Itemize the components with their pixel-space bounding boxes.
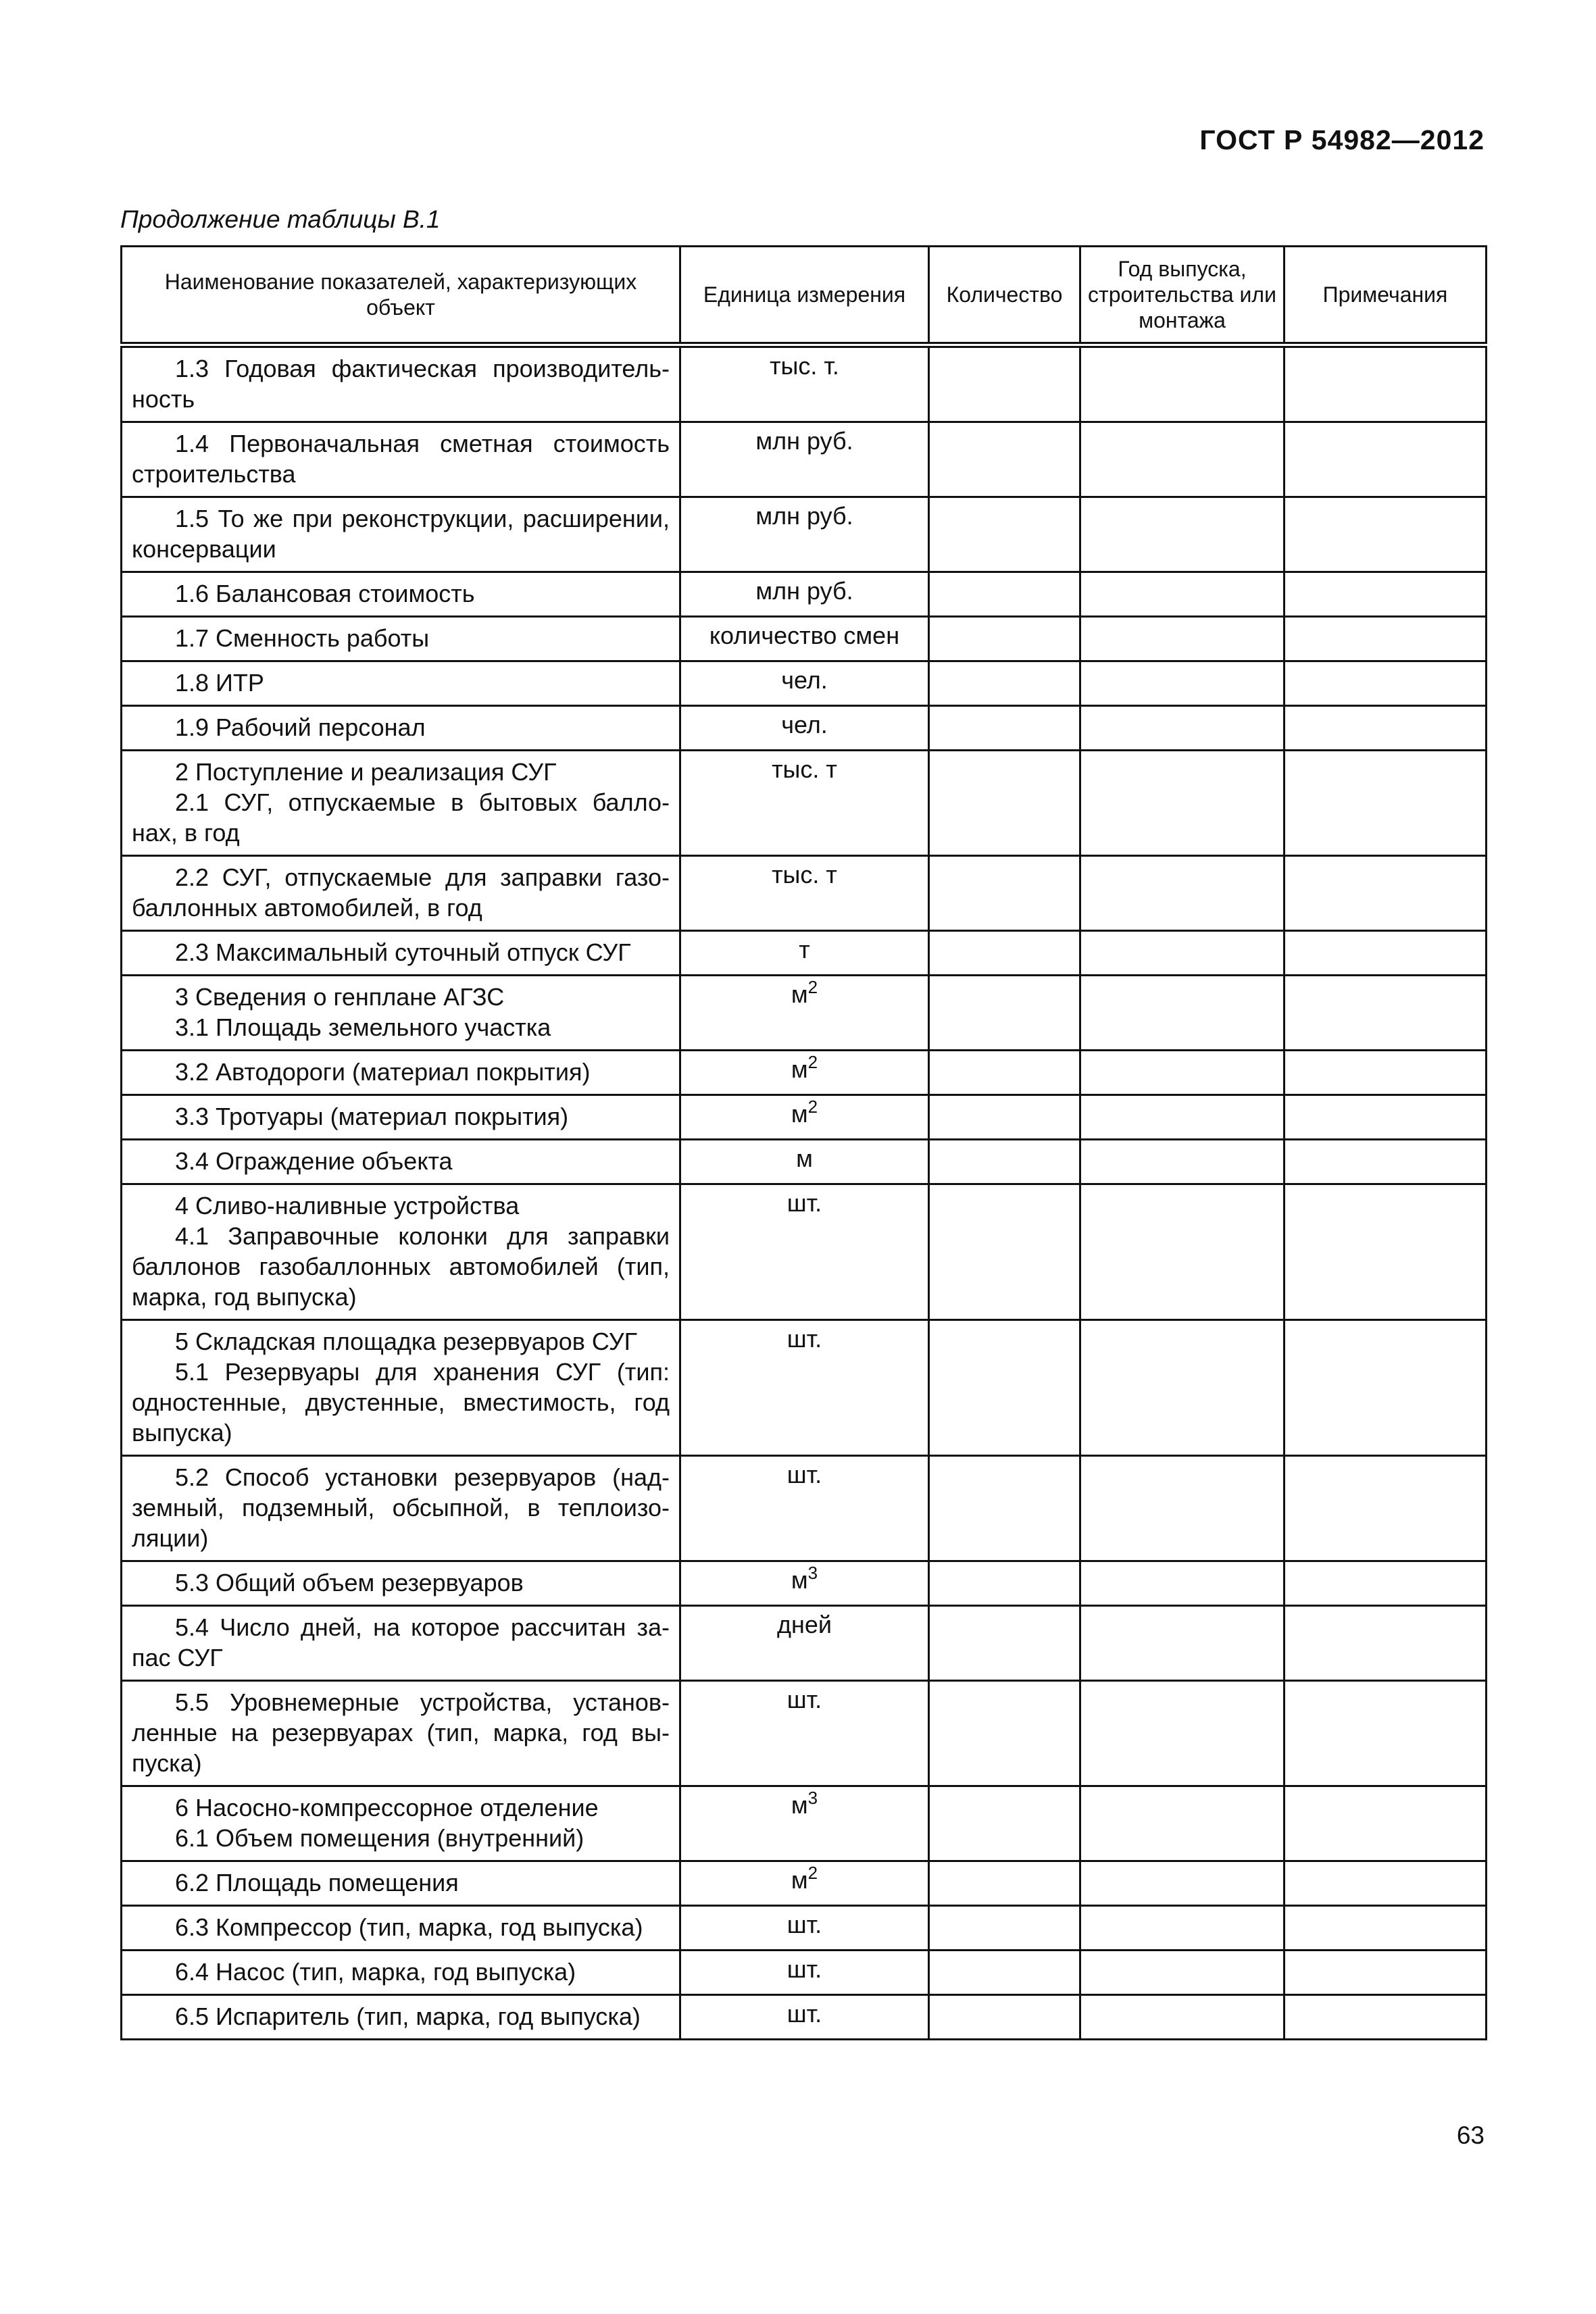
quantity-cell <box>929 706 1080 751</box>
indicator-name-line: 6.3 Компрессор (тип, марка, год выпуска) <box>175 1913 643 1941</box>
unit-cell <box>680 931 929 976</box>
unit-exponent: 2 <box>807 1052 818 1072</box>
quantity-cell <box>929 1456 1080 1561</box>
quantity-cell <box>929 1606 1080 1681</box>
table-row <box>122 345 1487 422</box>
table-row <box>122 1051 1487 1095</box>
notes-cell <box>1285 856 1487 931</box>
indicator-name-line: 4 Сливо-наливные устройства <box>175 1192 520 1219</box>
quantity-cell <box>929 572 1080 617</box>
unit-cell <box>680 1456 929 1561</box>
indicator-name-line: 4.1 Заправочные колонки для заправки баллонов газобаллонных автомобилей (тип, марка, год выпуска) <box>132 1222 670 1311</box>
column-header-name: Наименование показателей, характеризующих объект <box>122 247 680 345</box>
quantity-cell <box>929 345 1080 422</box>
notes-cell <box>1285 1140 1487 1184</box>
table-row <box>122 1786 1487 1861</box>
year-cell <box>1080 1861 1285 1906</box>
unit-text: шт. <box>787 1461 822 1488</box>
indicator-name-cell <box>122 856 680 931</box>
quantity-cell <box>929 1786 1080 1861</box>
indicator-name-line: 2 Поступление и реализация СУГ <box>175 758 557 786</box>
table-row <box>122 1951 1487 1995</box>
notes-cell <box>1285 1951 1487 1995</box>
quantity-cell <box>929 976 1080 1051</box>
year-cell <box>1080 856 1285 931</box>
unit-exponent: 3 <box>807 1563 818 1583</box>
unit-text: чел. <box>781 666 828 694</box>
indicator-name-cell <box>122 617 680 661</box>
year-cell <box>1080 751 1285 856</box>
quantity-cell <box>929 1681 1080 1786</box>
table-caption: Продолжение таблицы В.1 <box>120 205 441 233</box>
unit-text: шт. <box>787 1911 822 1938</box>
unit-text: м <box>791 980 808 1008</box>
quantity-cell <box>929 931 1080 976</box>
table-row <box>122 617 1487 661</box>
year-cell <box>1080 1561 1285 1606</box>
table-row <box>122 931 1487 976</box>
indicator-name-cell <box>122 1051 680 1095</box>
indicator-name-line: 1.3 Годовая фактическая производитель-ность <box>132 355 670 413</box>
unit-text: шт. <box>787 1189 822 1217</box>
quantity-cell <box>929 1051 1080 1095</box>
unit-text: шт. <box>787 1686 822 1713</box>
notes-cell <box>1285 661 1487 706</box>
table-header-row <box>122 247 1487 345</box>
year-cell <box>1080 1140 1285 1184</box>
indicator-name-cell <box>122 422 680 497</box>
table-row <box>122 572 1487 617</box>
indicator-name-line: 2.3 Максимальный суточный отпуск СУГ <box>175 938 631 966</box>
indicator-name-cell <box>122 976 680 1051</box>
unit-text: шт. <box>787 1325 822 1353</box>
indicator-name-line: 6.2 Площадь помещения <box>175 1869 459 1896</box>
unit-cell <box>680 1786 929 1861</box>
notes-cell <box>1285 931 1487 976</box>
indicator-name-cell <box>122 1320 680 1456</box>
notes-cell <box>1285 976 1487 1051</box>
table-row <box>122 661 1487 706</box>
indicator-name-line: 3 Сведения о генплане АГЗС <box>175 983 505 1011</box>
unit-cell <box>680 661 929 706</box>
notes-cell <box>1285 706 1487 751</box>
indicator-name-line: 1.4 Первоначальная сметная стоимость строительства <box>132 430 670 488</box>
quantity-cell <box>929 1561 1080 1606</box>
year-cell <box>1080 706 1285 751</box>
indicator-name-line: 6.1 Объем помещения (внутренний) <box>175 1824 584 1852</box>
quantity-cell <box>929 1861 1080 1906</box>
unit-text: тыс. т. <box>770 352 839 380</box>
indicator-name-cell <box>122 1786 680 1861</box>
quantity-cell <box>929 1184 1080 1320</box>
notes-cell <box>1285 1906 1487 1951</box>
table-row <box>122 1906 1487 1951</box>
unit-cell <box>680 1095 929 1140</box>
quantity-cell <box>929 1906 1080 1951</box>
table-row <box>122 856 1487 931</box>
indicator-name-line: 5.1 Резервуары для хранения СУГ (тип: одностенные, двустенные, вместимость, год выпуска) <box>132 1358 670 1447</box>
unit-text: дней <box>776 1611 832 1638</box>
unit-text: м <box>791 1100 808 1128</box>
unit-text: м <box>791 1791 808 1819</box>
unit-cell <box>680 422 929 497</box>
notes-cell <box>1285 1456 1487 1561</box>
quantity-cell <box>929 1951 1080 1995</box>
table-row <box>122 706 1487 751</box>
unit-cell <box>680 1861 929 1906</box>
quantity-cell <box>929 751 1080 856</box>
unit-cell <box>680 1995 929 2040</box>
unit-cell <box>680 976 929 1051</box>
notes-cell <box>1285 1786 1487 1861</box>
table-row <box>122 497 1487 572</box>
indicator-name-cell <box>122 931 680 976</box>
unit-text: тыс. т <box>772 755 837 783</box>
year-cell <box>1080 345 1285 422</box>
unit-cell <box>680 345 929 422</box>
year-cell <box>1080 1995 1285 2040</box>
notes-cell <box>1285 617 1487 661</box>
unit-cell <box>680 856 929 931</box>
year-cell <box>1080 1051 1285 1095</box>
notes-cell <box>1285 1995 1487 2040</box>
table-row <box>122 1561 1487 1606</box>
indicator-name-cell <box>122 572 680 617</box>
unit-text: т <box>799 936 810 963</box>
table-row <box>122 1095 1487 1140</box>
quantity-cell <box>929 1140 1080 1184</box>
indicator-name-line: 6.5 Испаритель (тип, марка, год выпуска) <box>175 2003 641 2030</box>
indicator-name-cell <box>122 1906 680 1951</box>
unit-cell <box>680 1320 929 1456</box>
table-row <box>122 1861 1487 1906</box>
indicator-name-cell <box>122 497 680 572</box>
indicator-name-cell <box>122 1995 680 2040</box>
unit-text: м <box>791 1566 808 1594</box>
indicator-name-line: 1.7 Сменность работы <box>175 624 430 652</box>
indicator-name-line: 3.3 Тротуары (материал покрытия) <box>175 1103 569 1130</box>
year-cell <box>1080 422 1285 497</box>
year-cell <box>1080 1606 1285 1681</box>
unit-exponent: 2 <box>807 977 818 997</box>
indicator-name-line: 3.2 Автодороги (материал покрытия) <box>175 1058 591 1086</box>
notes-cell <box>1285 751 1487 856</box>
unit-cell <box>680 1051 929 1095</box>
unit-cell <box>680 617 929 661</box>
table-row <box>122 751 1487 856</box>
indicator-name-cell <box>122 1140 680 1184</box>
indicator-name-cell <box>122 1095 680 1140</box>
unit-exponent: 3 <box>807 1788 818 1808</box>
quantity-cell <box>929 617 1080 661</box>
year-cell <box>1080 1456 1285 1561</box>
unit-exponent: 2 <box>807 1097 818 1117</box>
indicator-name-cell <box>122 751 680 856</box>
indicator-name-line: 5.3 Общий объем резервуаров <box>175 1569 524 1596</box>
indicator-name-line: 1.5 То же при реконструкции, расширении, консервации <box>132 505 670 563</box>
unit-text: м <box>791 1055 808 1083</box>
year-cell <box>1080 1320 1285 1456</box>
quantity-cell <box>929 497 1080 572</box>
indicator-name-cell <box>122 661 680 706</box>
indicator-name-cell <box>122 1951 680 1995</box>
indicator-name-cell <box>122 1681 680 1786</box>
unit-cell <box>680 1951 929 1995</box>
column-header-notes: Примечания <box>1285 247 1487 345</box>
indicator-name-line: 5.5 Уровнемерные устройства, установ-ленные на резервуарах (тип, марка, год вы-пуска) <box>132 1688 670 1777</box>
indicator-name-line: 3.1 Площадь земельного участка <box>175 1013 551 1041</box>
indicator-name-line: 6.4 Насос (тип, марка, год выпуска) <box>175 1958 576 1986</box>
indicator-name-cell <box>122 1861 680 1906</box>
unit-exponent: 2 <box>807 1863 818 1883</box>
table-row <box>122 1995 1487 2040</box>
notes-cell <box>1285 1606 1487 1681</box>
quantity-cell <box>929 1995 1080 2040</box>
notes-cell <box>1285 345 1487 422</box>
indicator-name-line: 6 Насосно-компрессорное отделение <box>175 1794 599 1821</box>
table-row <box>122 1681 1487 1786</box>
table-row <box>122 976 1487 1051</box>
year-cell <box>1080 976 1285 1051</box>
indicator-name-line: 2.1 СУГ, отпускаемые в бытовых балло-нах, в год <box>132 788 670 847</box>
indicator-name-line: 1.8 ИТР <box>175 669 264 697</box>
unit-text: чел. <box>781 711 828 738</box>
year-cell <box>1080 497 1285 572</box>
notes-cell <box>1285 497 1487 572</box>
year-cell <box>1080 1184 1285 1320</box>
notes-cell <box>1285 1320 1487 1456</box>
indicator-name-cell <box>122 1184 680 1320</box>
year-cell <box>1080 1681 1285 1786</box>
unit-cell <box>680 497 929 572</box>
unit-cell <box>680 572 929 617</box>
indicator-name-line: 1.6 Балансовая стоимость <box>175 580 475 607</box>
notes-cell <box>1285 1051 1487 1095</box>
notes-cell <box>1285 1095 1487 1140</box>
indicator-name-line: 2.2 СУГ, отпускаемые для заправки газо-баллонных автомобилей, в год <box>132 863 670 922</box>
page-number: 63 <box>1456 2121 1485 2149</box>
document-code: ГОСТ Р 54982—2012 <box>1199 124 1485 155</box>
year-cell <box>1080 572 1285 617</box>
year-cell <box>1080 1786 1285 1861</box>
indicator-name-line: 1.9 Рабочий персонал <box>175 713 426 741</box>
indicator-name-line: 5.4 Число дней, на которое рассчитан за-пас СУГ <box>132 1613 670 1671</box>
indicator-name-cell <box>122 706 680 751</box>
indicator-name-cell <box>122 1561 680 1606</box>
notes-cell <box>1285 1681 1487 1786</box>
unit-cell <box>680 706 929 751</box>
unit-cell <box>680 1906 929 1951</box>
column-header-year: Год выпуска, строительства или монтажа <box>1080 247 1285 345</box>
indicator-name-cell <box>122 345 680 422</box>
table-row <box>122 1606 1487 1681</box>
unit-cell <box>680 1681 929 1786</box>
quantity-cell <box>929 1320 1080 1456</box>
unit-cell <box>680 751 929 856</box>
indicators-table <box>120 245 1487 2040</box>
notes-cell <box>1285 572 1487 617</box>
year-cell <box>1080 1951 1285 1995</box>
notes-cell <box>1285 1861 1487 1906</box>
unit-cell <box>680 1606 929 1681</box>
year-cell <box>1080 1095 1285 1140</box>
column-header-quantity: Количество <box>929 247 1080 345</box>
table-body <box>122 345 1487 2040</box>
indicator-name-line: 3.4 Ограждение объекта <box>175 1147 453 1175</box>
unit-cell <box>680 1140 929 1184</box>
table-row <box>122 422 1487 497</box>
table-row <box>122 1320 1487 1456</box>
year-cell <box>1080 617 1285 661</box>
notes-cell <box>1285 1184 1487 1320</box>
unit-text: м <box>791 1866 808 1894</box>
unit-text: млн руб. <box>755 427 853 455</box>
year-cell <box>1080 931 1285 976</box>
quantity-cell <box>929 422 1080 497</box>
table-row <box>122 1184 1487 1320</box>
quantity-cell <box>929 1095 1080 1140</box>
notes-cell <box>1285 1561 1487 1606</box>
quantity-cell <box>929 661 1080 706</box>
indicator-name-line: 5.2 Способ установки резервуаров (над-земный, подземный, обсыпной, в теплоизо-ляции) <box>132 1463 670 1552</box>
quantity-cell <box>929 856 1080 931</box>
notes-cell <box>1285 422 1487 497</box>
table-row <box>122 1140 1487 1184</box>
year-cell <box>1080 1906 1285 1951</box>
unit-text: млн руб. <box>755 502 853 530</box>
unit-cell <box>680 1561 929 1606</box>
table-row <box>122 1456 1487 1561</box>
unit-cell <box>680 1184 929 1320</box>
unit-text: шт. <box>787 2000 822 2028</box>
unit-text: тыс. т <box>772 861 837 888</box>
unit-text: м <box>796 1145 813 1172</box>
indicator-name-cell <box>122 1456 680 1561</box>
indicator-name-line: 5 Складская площадка резервуаров СУГ <box>175 1328 638 1355</box>
unit-text: млн руб. <box>755 577 853 605</box>
unit-text: количество смен <box>709 622 900 649</box>
column-header-unit: Единица измерения <box>680 247 929 345</box>
unit-text: шт. <box>787 1955 822 1983</box>
indicator-name-cell <box>122 1606 680 1681</box>
year-cell <box>1080 661 1285 706</box>
